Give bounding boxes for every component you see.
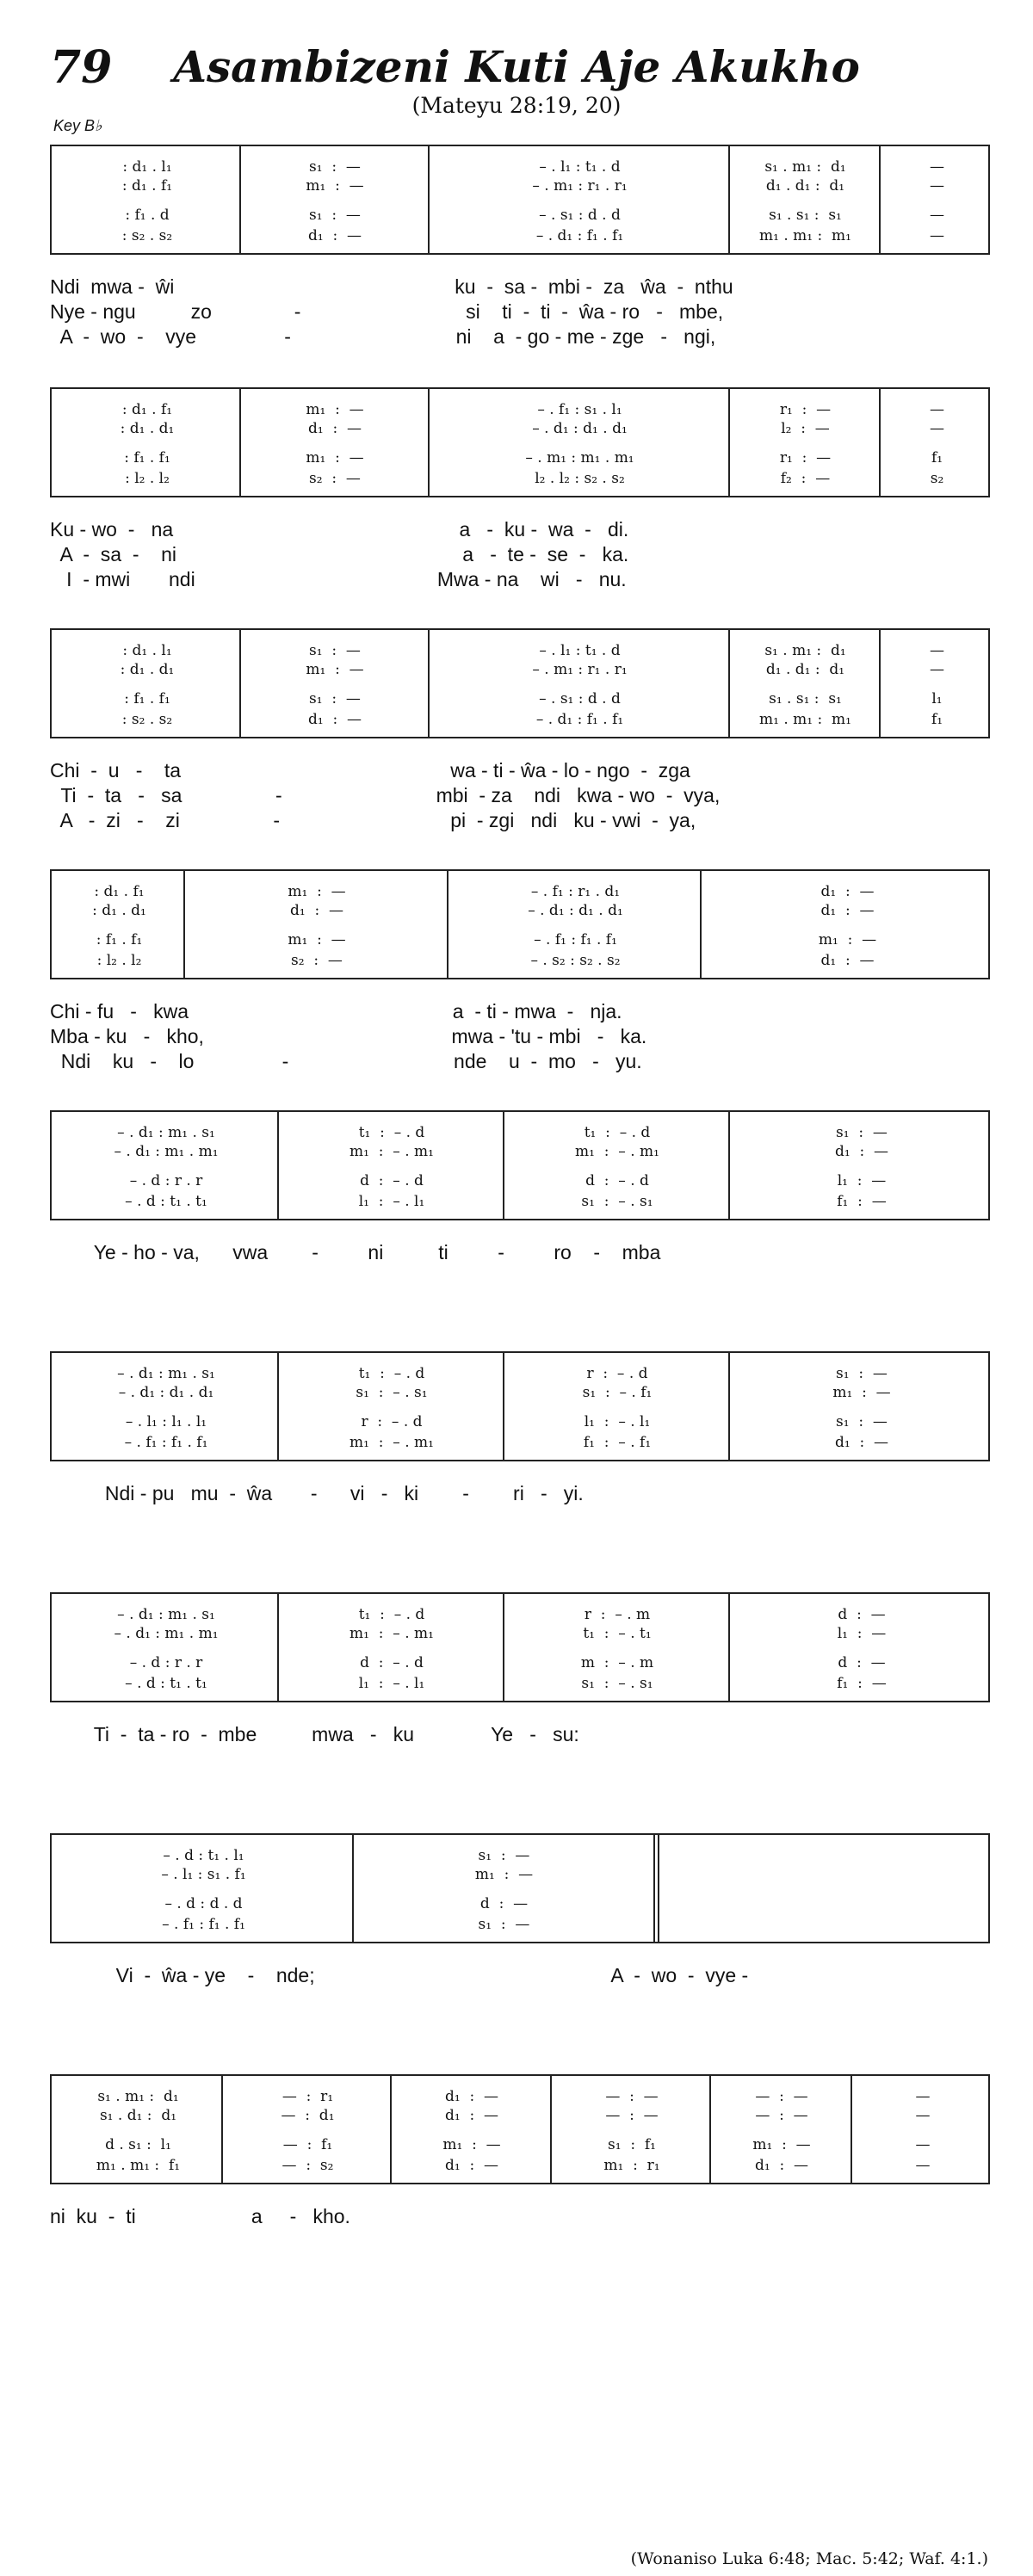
lyrics-block (50, 1964, 990, 2050)
sol-fa-measure: s₁ . d₁ : d₁ (99, 2107, 177, 2124)
sol-fa-measure: – . m₁ : m₁ . m₁ (525, 449, 634, 466)
sol-fa-measure: m₁ : — (306, 661, 364, 678)
sol-fa-measure: t₁ : – . t₁ (583, 1625, 652, 1642)
sol-fa-measure: l₂ : — (781, 420, 830, 437)
bar-line (277, 1353, 279, 1460)
sol-fa-measure: f₁ (931, 711, 943, 728)
lyric-line: Ndi ku - lo - nde u - mo - yu. (50, 1050, 642, 1072)
score-system (50, 1833, 990, 1943)
sol-fa-measure: s₁ : — (478, 1847, 530, 1864)
sol-fa-measure: – . f₁ : r₁ . d₁ (530, 883, 621, 900)
sol-fa-measure: d : — (479, 1895, 529, 1912)
sol-fa-measure: — (930, 177, 944, 195)
sol-fa-measure: l₁ : — (837, 1172, 887, 1189)
sol-fa-measure: — : — (755, 2107, 808, 2124)
sol-fa-measure: – . d₁ : d₁ . d₁ (532, 420, 628, 437)
sol-fa-measure: d₁ : — (820, 883, 875, 900)
sol-fa-measure: s₁ : — (836, 1413, 888, 1430)
sol-fa-measure: : l₂ . l₂ (96, 952, 142, 969)
bar-line (277, 1594, 279, 1701)
bar-line (851, 2076, 852, 2183)
sol-fa-measure: d₁ : — (820, 952, 875, 969)
sol-fa-measure: m₁ . m₁ : f₁ (96, 2157, 181, 2174)
bar-line (550, 2076, 552, 2183)
sol-fa-measure: d : – . d (360, 1654, 424, 1671)
scripture-reference: (Mateyu 28:19, 20) (411, 93, 622, 118)
sol-fa-measure: — (915, 2136, 931, 2153)
sol-fa-measure: s₁ . m₁ : d₁ (97, 2088, 179, 2105)
sol-fa-measure: m₁ : — (474, 1866, 534, 1883)
bar-line (728, 1594, 730, 1701)
sol-fa-measure: f₁ (931, 449, 943, 466)
sol-fa-measure: m₁ : — (832, 1384, 891, 1401)
sol-fa-measure: s₂ (930, 470, 944, 487)
hymn-title: Asambizeni Kuti Aje Akukho (173, 41, 860, 92)
sol-fa-measure: : d₁ . f₁ (94, 883, 145, 900)
sol-fa-measure: d₁ . d₁ : d₁ (765, 177, 845, 195)
sol-fa-measure: — : d₁ (281, 2107, 335, 2124)
sol-fa-measure: — (930, 642, 944, 659)
sol-fa-measure: f₂ : — (780, 470, 831, 487)
bar-line (221, 2076, 223, 2183)
sol-fa-measure: – . d₁ : d₁ . d₁ (118, 1384, 214, 1401)
bar-line (390, 2076, 392, 2183)
sol-fa-measure: — : — (755, 2088, 808, 2105)
sol-fa-measure: – . l₁ : s₁ . f₁ (161, 1866, 246, 1883)
lyric-line: Ye - ho - va, vwa - ni ti - ro - mba (50, 1241, 661, 1263)
bar-line (728, 630, 730, 737)
lyrics-block (50, 275, 990, 361)
bar-line (879, 630, 881, 737)
sol-fa-measure: — : — (605, 2107, 659, 2124)
sol-fa-measure: : l₂ . l₂ (125, 470, 170, 487)
sol-fa-measure: t₁ : – . d (358, 1365, 425, 1382)
sol-fa-measure: m₁ : — (306, 449, 364, 466)
sol-fa-measure: — : r₁ (281, 2088, 334, 2105)
sol-fa-measure: – . f₁ : f₁ . f₁ (162, 1916, 245, 1933)
sol-fa-measure: – . d : r . r (129, 1654, 203, 1671)
lyrics-block (50, 1000, 990, 1086)
sol-fa-measure: s₂ : — (291, 952, 343, 969)
sol-fa-measure: s₁ . s₁ : s₁ (769, 690, 842, 707)
sol-fa-measure: m₁ : — (306, 177, 364, 195)
sol-fa-measure: m₁ : – . m₁ (349, 1625, 434, 1642)
bar-line (503, 1112, 504, 1219)
lyrics-block (50, 1241, 990, 1327)
sol-fa-measure: l₁ : – . l₁ (358, 1193, 425, 1210)
sol-fa-measure: d₁ : — (444, 2088, 499, 2105)
sol-fa-measure: m₁ : – . m₁ (349, 1434, 434, 1451)
sol-fa-measure: m₁ : — (818, 931, 877, 948)
score-system (50, 1351, 990, 1461)
lyric-line: Ndi mwa - ŵi ku - sa - mbi - za ŵa - nthu (50, 275, 733, 298)
sol-fa-measure: — : s₂ (281, 2157, 334, 2174)
sol-fa-measure: – . d₁ : m₁ . m₁ (114, 1625, 219, 1642)
sol-fa-measure: : d₁ . d₁ (92, 902, 146, 919)
score-system (50, 628, 990, 738)
sol-fa-measure: s₁ : — (309, 207, 361, 224)
bar-line (277, 1112, 279, 1219)
bar-line (239, 630, 241, 737)
lyric-line: A - wo - vye - ni a - go - me - zge - ngi, (50, 325, 716, 348)
sol-fa-measure: s₁ : – . f₁ (582, 1384, 653, 1401)
sol-fa-measure: m₁ : — (288, 883, 346, 900)
sol-fa-measure: — (930, 207, 944, 224)
sol-fa-measure: s₁ : f₁ (608, 2136, 656, 2153)
bar-line (183, 871, 185, 978)
sol-fa-measure: l₁ : – . l₁ (584, 1413, 651, 1430)
bar-line (700, 871, 702, 978)
bar-line (352, 1835, 354, 1942)
sol-fa-measure: – . l₁ : t₁ . d (539, 642, 621, 659)
sol-fa-measure: – . d₁ : m₁ . s₁ (117, 1606, 215, 1623)
bar-line (239, 389, 241, 496)
sol-fa-measure: – . d₁ : f₁ . f₁ (535, 711, 624, 728)
sol-fa-measure: – . d₁ : m₁ . m₁ (114, 1143, 219, 1160)
sol-fa-measure: d₁ : — (307, 227, 362, 244)
score-system (50, 387, 990, 497)
sol-fa-measure: m₁ : — (288, 931, 346, 948)
score-system (50, 1592, 990, 1702)
sol-fa-measure: r : – . m (584, 1606, 651, 1623)
sol-fa-measure: – . l₁ : l₁ . l₁ (125, 1413, 207, 1430)
sol-fa-measure: – . d : t₁ . l₁ (163, 1847, 244, 1864)
sol-fa-measure: — (930, 420, 944, 437)
score-system (50, 145, 990, 255)
sol-fa-measure: d₁ : — (820, 902, 875, 919)
lyrics-block (50, 759, 990, 845)
bar-line (447, 871, 448, 978)
sol-fa-measure: s₁ : — (478, 1916, 530, 1933)
sol-fa-measure: – . d : t₁ . t₁ (125, 1675, 207, 1692)
sol-fa-measure: — (930, 227, 944, 244)
score-system (50, 869, 990, 979)
sol-fa-measure: – . d : r . r (129, 1172, 203, 1189)
sol-fa-measure: : f₁ . f₁ (124, 690, 170, 707)
sol-fa-measure: d₁ : — (834, 1143, 889, 1160)
sol-fa-measure: s₁ . m₁ : d₁ (764, 642, 846, 659)
sol-fa-measure: — (915, 2107, 931, 2124)
sol-fa-measure: d : – . d (585, 1172, 649, 1189)
bar-line (728, 1353, 730, 1460)
sol-fa-measure: : d₁ . l₁ (122, 158, 172, 176)
sol-fa-measure: : d₁ . l₁ (122, 642, 172, 659)
sol-fa-measure: s₁ : — (309, 690, 361, 707)
sol-fa-measure: r : – . d (361, 1413, 423, 1430)
sol-fa-measure: – . f₁ : s₁ . l₁ (537, 401, 622, 418)
sol-fa-measure: d₁ : — (307, 711, 362, 728)
bar-line (728, 389, 730, 496)
score-system (50, 2074, 990, 2184)
sol-fa-measure: r₁ : — (779, 449, 832, 466)
bar-line (428, 389, 430, 496)
sol-fa-measure: m : – . m (580, 1654, 654, 1671)
lyrics-block (50, 1482, 990, 1568)
sol-fa-measure: m₁ . m₁ : m₁ (759, 711, 851, 728)
sol-fa-measure: d . s₁ : l₁ (105, 2136, 171, 2153)
sol-fa-measure: s₁ : — (836, 1365, 888, 1382)
bar-line (503, 1353, 504, 1460)
bar-line (879, 146, 881, 253)
sol-fa-measure: f₁ : — (837, 1193, 887, 1210)
sol-fa-measure: l₂ . l₂ : s₂ . s₂ (535, 470, 625, 487)
sol-fa-measure: s₁ . m₁ : d₁ (764, 158, 846, 176)
sol-fa-measure: t₁ : – . d (584, 1124, 651, 1141)
sol-fa-measure: – . d₁ : f₁ . f₁ (535, 227, 624, 244)
lyrics-block (50, 1723, 990, 1809)
sol-fa-measure: : d₁ . d₁ (120, 420, 175, 437)
sol-fa-measure: – . s₂ : s₂ . s₂ (530, 952, 621, 969)
bar-line (658, 1835, 659, 1942)
lyric-line: A - zi - zi - pi - zgi ndi ku - vwi - ya, (50, 809, 696, 831)
sol-fa-measure: d₁ . d₁ : d₁ (765, 661, 845, 678)
sol-fa-measure: — : f₁ (282, 2136, 333, 2153)
sol-fa-measure: l₁ : — (837, 1625, 887, 1642)
sol-fa-measure: l₁ (931, 690, 943, 707)
sol-fa-measure: — (915, 2157, 931, 2174)
sol-fa-measure: s₁ : — (836, 1124, 888, 1141)
sol-fa-measure: : f₁ . f₁ (96, 931, 143, 948)
sol-fa-measure: s₁ . s₁ : s₁ (769, 207, 842, 224)
lyric-line: Ti - ta - ro - mbe mwa - ku Ye - su: (50, 1723, 579, 1745)
sol-fa-measure: : d₁ . f₁ (121, 177, 173, 195)
score-system (50, 1110, 990, 1220)
sol-fa-measure: : f₁ . f₁ (124, 449, 170, 466)
sol-fa-measure: s₂ : — (309, 470, 361, 487)
sol-fa-measure: — (915, 2088, 931, 2105)
sol-fa-measure: t₁ : – . d (358, 1124, 425, 1141)
sol-fa-measure: s₁ : — (309, 158, 361, 176)
sol-fa-measure: f₁ : — (837, 1675, 887, 1692)
sol-fa-measure: : f₁ . d (125, 207, 170, 224)
lyric-line: Ku - wo - na a - ku - wa - di. (50, 518, 629, 541)
sol-fa-measure: f₁ : – . f₁ (583, 1434, 652, 1451)
sol-fa-measure: m₁ : — (442, 2136, 501, 2153)
sol-fa-measure: d₁ : — (754, 2157, 809, 2174)
lyrics-block (50, 518, 990, 604)
lyric-line: I - mwi ndi Mwa - na wi - nu. (50, 568, 627, 590)
sol-fa-measure: m₁ . m₁ : m₁ (759, 227, 851, 244)
sol-fa-measure: – . d₁ : d₁ . d₁ (528, 902, 623, 919)
sol-fa-measure: – . d₁ : m₁ . s₁ (117, 1124, 215, 1141)
lyric-line: Ti - ta - sa - mbi - za ndi kwa - wo - vya, (50, 784, 721, 806)
sol-fa-measure: d : — (838, 1654, 886, 1671)
bar-line (503, 1594, 504, 1701)
sol-fa-measure: : d₁ . f₁ (121, 401, 173, 418)
bar-line (428, 630, 430, 737)
bar-line (709, 2076, 711, 2183)
sol-fa-measure: — (930, 401, 944, 418)
sol-fa-measure: – . f₁ : f₁ . f₁ (534, 931, 617, 948)
lyric-line: ni ku - ti a - kho. (50, 2205, 350, 2227)
lyric-line: A - sa - ni a - te - se - ka. (50, 543, 629, 565)
sol-fa-measure: : d₁ . d₁ (120, 661, 175, 678)
sol-fa-measure: – . s₁ : d . d (539, 690, 621, 707)
sol-fa-measure: d : – . d (360, 1172, 424, 1189)
bar-line (239, 146, 241, 253)
sol-fa-measure: d₁ : — (834, 1434, 889, 1451)
sol-fa-measure: s₁ : – . s₁ (581, 1193, 653, 1210)
sol-fa-measure: s₁ : – . s₁ (356, 1384, 428, 1401)
sol-fa-measure: — : — (605, 2088, 659, 2105)
sol-fa-measure: t₁ : – . d (358, 1606, 425, 1623)
sol-fa-measure: – . d : d . d (164, 1895, 243, 1912)
sol-fa-measure: m₁ : — (752, 2136, 811, 2153)
sol-fa-measure: d₁ : — (307, 420, 362, 437)
sol-fa-measure: l₁ : – . l₁ (358, 1675, 425, 1692)
sol-fa-measure: s₁ : — (309, 642, 361, 659)
sol-fa-measure: d : — (838, 1606, 886, 1623)
sol-fa-measure: d₁ : — (444, 2157, 499, 2174)
bar-line (728, 1112, 730, 1219)
footer-reference: (Wonaniso Luka 6:48; Mac. 5:42; Waf. 4:1.) (630, 2549, 988, 2568)
sol-fa-measure: — (930, 661, 944, 678)
sol-fa-measure: s₁ : – . s₁ (581, 1675, 653, 1692)
sol-fa-measure: r : – . d (586, 1365, 648, 1382)
sol-fa-measure: – . l₁ : t₁ . d (539, 158, 621, 176)
lyric-line: Ndi - pu mu - ŵa - vi - ki - ri - yi. (50, 1482, 584, 1504)
hymn-number: 79 (50, 41, 113, 94)
sol-fa-measure: – . m₁ : r₁ . r₁ (532, 661, 628, 678)
sol-fa-measure: m₁ : — (306, 401, 364, 418)
lyrics-block (50, 2205, 990, 2291)
bar-line (879, 389, 881, 496)
sol-fa-measure: d₁ : — (289, 902, 344, 919)
lyric-line: Chi - fu - kwa a - ti - mwa - nja. (50, 1000, 622, 1022)
bar-line (728, 146, 730, 253)
sol-fa-measure: m₁ : r₁ (603, 2157, 660, 2174)
sol-fa-measure: d₁ : — (444, 2107, 499, 2124)
sol-fa-measure: — (930, 158, 944, 176)
sol-fa-measure: m₁ : – . m₁ (349, 1143, 434, 1160)
sol-fa-measure: – . m₁ : r₁ . r₁ (532, 177, 628, 195)
sol-fa-measure: – . d : t₁ . t₁ (125, 1193, 207, 1210)
sol-fa-measure: – . f₁ : f₁ . f₁ (124, 1434, 208, 1451)
lyric-line: Chi - u - ta wa - ti - ŵa - lo - ngo - zga (50, 759, 690, 781)
bar-line (428, 146, 430, 253)
sol-fa-measure: r₁ : — (779, 401, 832, 418)
bar-line (653, 1835, 655, 1942)
lyric-line: Mba - ku - kho, mwa - 'tu - mbi - ka. (50, 1025, 647, 1047)
key-signature: Key B♭ (53, 117, 102, 134)
sol-fa-measure: : s₂ . s₂ (121, 227, 173, 244)
sol-fa-measure: m₁ : – . m₁ (575, 1143, 659, 1160)
sol-fa-measure: : s₂ . s₂ (121, 711, 173, 728)
lyric-line: Nye - ngu zo - si ti - ti - ŵa - ro - mbe, (50, 300, 724, 323)
sol-fa-measure: – . d₁ : m₁ . s₁ (117, 1365, 215, 1382)
sol-fa-measure: – . s₁ : d . d (539, 207, 621, 224)
lyric-line: Vi - ŵa - ye - nde; A - wo - vye - (50, 1964, 749, 1986)
